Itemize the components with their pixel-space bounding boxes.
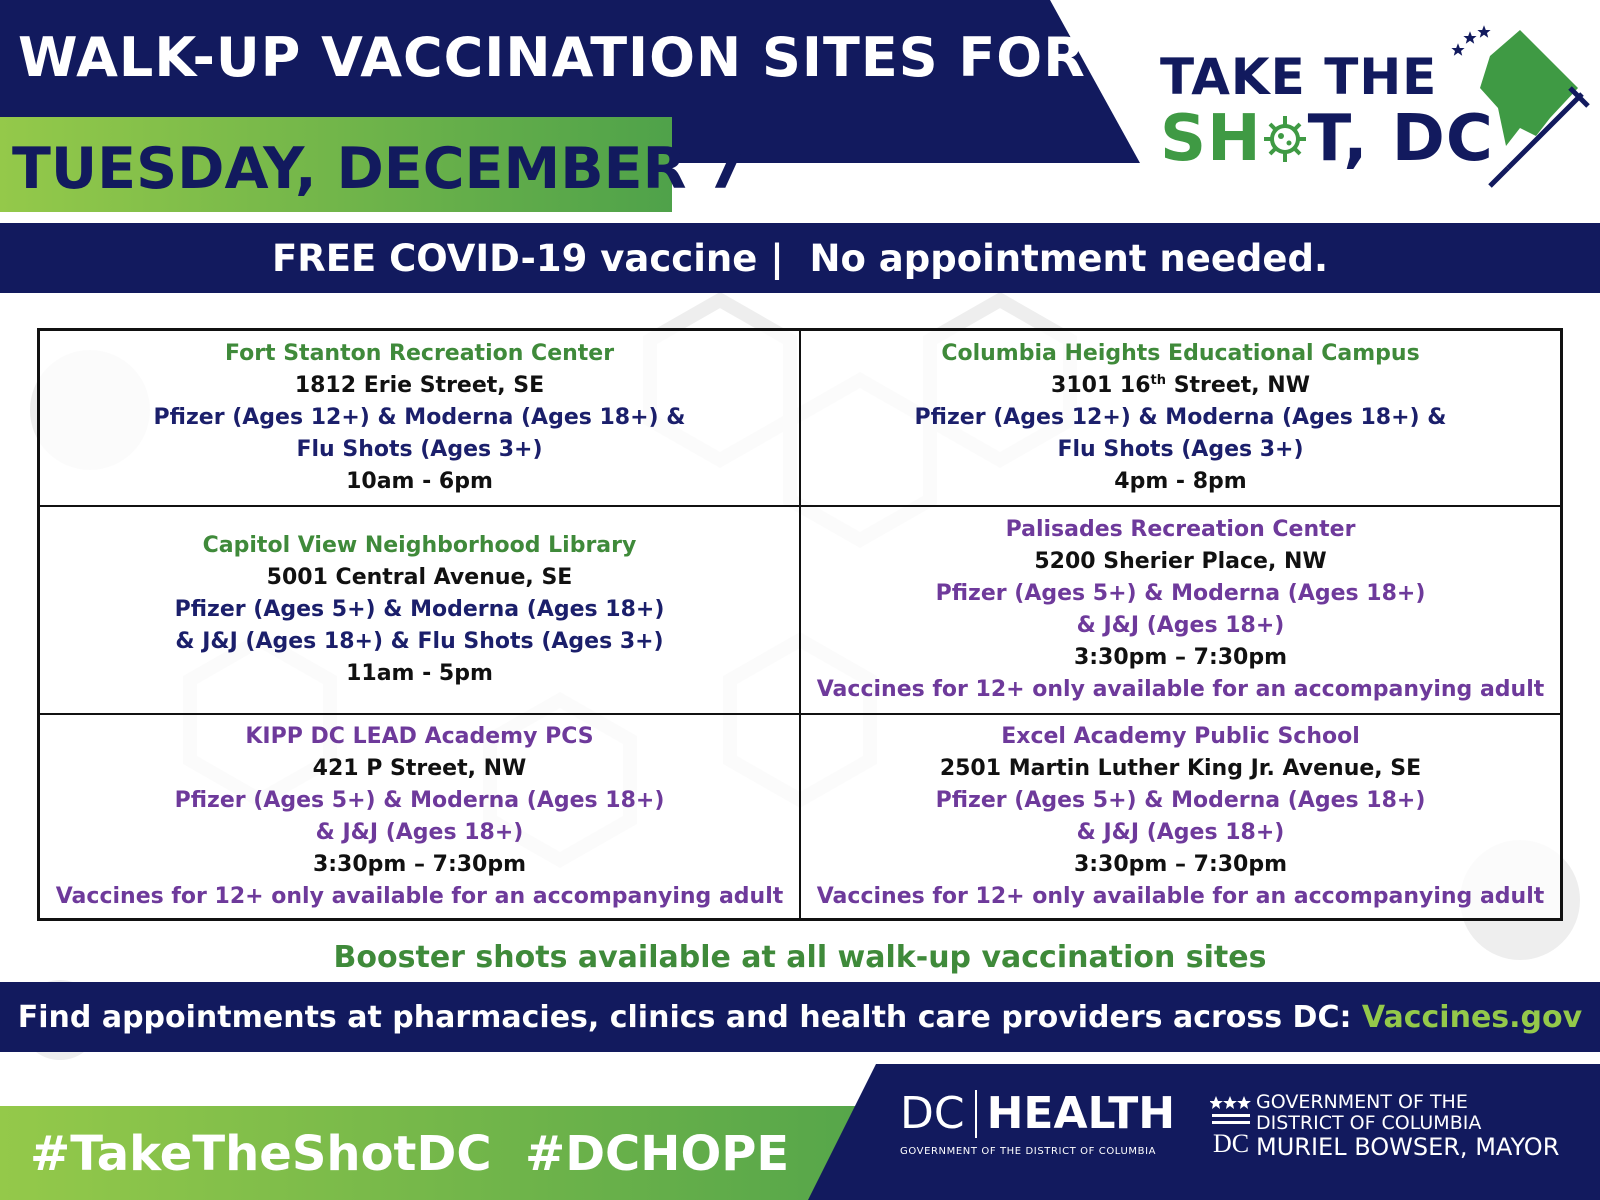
site-cell-excel-academy xyxy=(800,714,1561,919)
site-vaccines-line-2: & J&J (Ages 18+) xyxy=(315,819,524,845)
site-vaccines-line-2: Flu Shots (Ages 3+) xyxy=(1057,437,1304,462)
svg-text:DC: DC xyxy=(1212,1129,1250,1158)
dc-health-health: HEALTH xyxy=(986,1088,1176,1139)
site-cell-fort-stanton xyxy=(39,330,800,506)
sites-table xyxy=(37,328,1563,921)
site-cell-capitol-view xyxy=(39,506,800,714)
site-vaccines-line-1: Pfizer (Ages 5+) & Moderna (Ages 18+) xyxy=(174,597,665,622)
headline: WALK-UP VACCINATION SITES FOR xyxy=(18,26,1086,89)
site-vaccines-line-1: Pfizer (Ages 5+) & Moderna (Ages 18+) xyxy=(935,787,1426,813)
government-line-2: DISTRICT OF COLUMBIA xyxy=(1256,1112,1482,1134)
dc-seal-icon xyxy=(1210,1094,1252,1158)
dc-map-syringe-icon xyxy=(1450,18,1590,188)
site-vaccines-line-1: Pfizer (Ages 12+) & Moderna (Ages 18+) & xyxy=(914,405,1447,430)
site-cell-kipp-dc xyxy=(39,714,800,919)
site-vaccines-line-1: Pfizer (Ages 5+) & Moderna (Ages 18+) xyxy=(935,581,1426,606)
site-note: Vaccines for 12+ only available for an accompanying adult xyxy=(55,883,784,909)
site-address: 421 P Street, NW xyxy=(312,755,527,781)
site-address: 3101 16th Street, NW xyxy=(1051,373,1310,398)
find-appointments-bar xyxy=(0,982,1600,1052)
site-name: KIPP DC LEAD Academy PCS xyxy=(245,723,594,749)
site-hours: 10am - 6pm xyxy=(346,469,493,494)
logo-line-1: TAKE THE xyxy=(1160,48,1438,106)
site-vaccines-line-2: & J&J (Ages 18+) xyxy=(1076,613,1285,638)
site-hours: 4pm - 8pm xyxy=(1114,469,1247,494)
site-address: 5001 Central Avenue, SE xyxy=(266,565,573,590)
site-address: 5200 Sherier Place, NW xyxy=(1034,549,1327,574)
dc-health-dc: DC xyxy=(900,1088,965,1139)
booster-note: Booster shots available at all walk-up vaccination sites xyxy=(333,940,1267,975)
site-name: Capitol View Neighborhood Library xyxy=(202,533,637,558)
logo-line-2 xyxy=(1160,102,1494,176)
dc-government-logo xyxy=(1210,1092,1559,1160)
logo-t-dc: T, DC xyxy=(1307,102,1494,176)
virus-icon xyxy=(1262,112,1308,164)
logo-sh: SH xyxy=(1160,102,1262,176)
site-name: Palisades Recreation Center xyxy=(1005,517,1356,542)
dc-health-subtitle: GOVERNMENT OF THE DISTRICT OF COLUMBIA xyxy=(900,1146,1157,1157)
site-name: Columbia Heights Educational Campus xyxy=(941,341,1420,366)
hashtags: #TakeTheShotDC #DCHOPE xyxy=(30,1126,790,1182)
government-line-3: MURIEL BOWSER, MAYOR xyxy=(1256,1133,1560,1161)
site-cell-palisades xyxy=(800,506,1561,714)
government-line-1: GOVERNMENT OF THE xyxy=(1256,1091,1468,1113)
site-note: Vaccines for 12+ only available for an accompanying adult xyxy=(816,677,1545,702)
site-note: Vaccines for 12+ only available for an accompanying adult xyxy=(816,883,1545,909)
site-cell-columbia-heights xyxy=(800,330,1561,506)
site-address: 2501 Martin Luther King Jr. Avenue, SE xyxy=(939,755,1422,781)
dc-health-divider xyxy=(975,1090,977,1138)
site-hours: 11am - 5pm xyxy=(346,661,493,686)
date-text: TUESDAY, DECEMBER 7 xyxy=(12,136,746,202)
site-address: 1812 Erie Street, SE xyxy=(294,373,545,398)
site-vaccines-line-1: Pfizer (Ages 12+) & Moderna (Ages 18+) & xyxy=(153,405,686,430)
site-vaccines-line-2: Flu Shots (Ages 3+) xyxy=(296,437,543,462)
site-vaccines-line-2: & J&J (Ages 18+) xyxy=(1076,819,1285,845)
subtitle-bar xyxy=(0,223,1600,293)
site-hours: 3:30pm – 7:30pm xyxy=(312,851,527,877)
site-vaccines-line-1: Pfizer (Ages 5+) & Moderna (Ages 18+) xyxy=(174,787,665,813)
find-appointments-text: Find appointments at pharmacies, clinics and health care providers across DC: xyxy=(17,999,1362,1035)
site-name: Fort Stanton Recreation Center xyxy=(224,341,615,366)
take-the-shot-logo xyxy=(1150,18,1590,188)
site-hours: 3:30pm – 7:30pm xyxy=(1073,851,1288,877)
site-name: Excel Academy Public School xyxy=(1001,723,1360,749)
vaccines-gov-link[interactable]: Vaccines.gov xyxy=(1361,999,1583,1035)
site-hours: 3:30pm – 7:30pm xyxy=(1073,645,1288,670)
site-vaccines-line-2: & J&J (Ages 18+) & Flu Shots (Ages 3+) xyxy=(175,629,664,654)
dc-health-logo xyxy=(900,1090,1190,1157)
subtitle-text: FREE COVID-19 vaccine | No appointment needed. xyxy=(271,236,1329,280)
